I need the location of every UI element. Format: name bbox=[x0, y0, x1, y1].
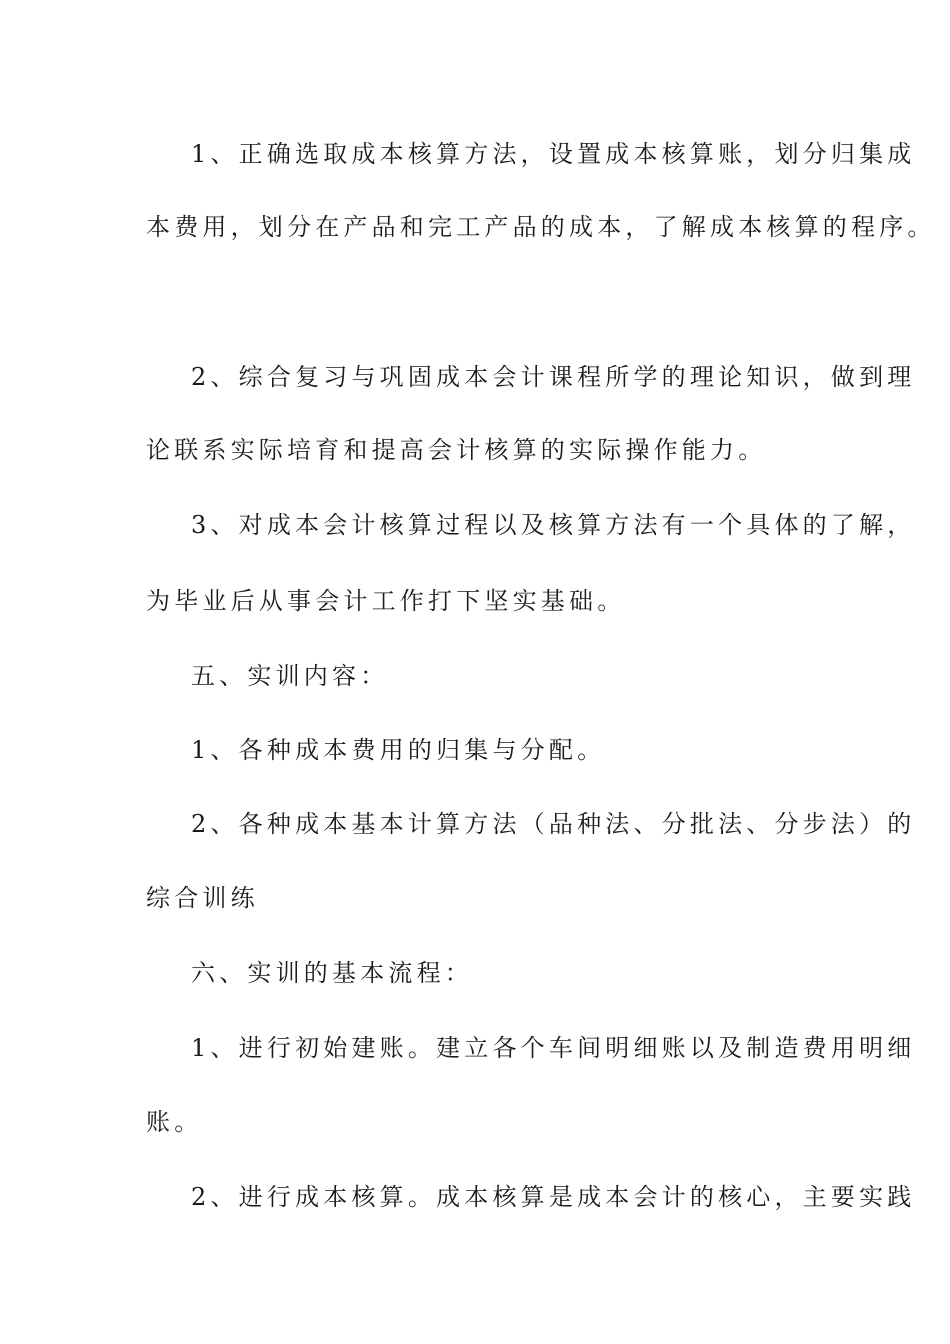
paragraph-line: 本费用，划分在产品和完工产品的成本，了解成本核算的程序。 bbox=[146, 213, 936, 241]
section-heading: 五、实训内容： bbox=[191, 662, 389, 690]
paragraph-line: 账。 bbox=[146, 1108, 203, 1136]
paragraph-line: 2、各种成本基本计算方法（品种法、分批法、分步法）的 bbox=[191, 810, 916, 838]
paragraph-line: 1、各种成本费用的归集与分配。 bbox=[191, 736, 606, 764]
paragraph-line: 1、正确选取成本核算方法，设置成本核算账，划分归集成 bbox=[191, 140, 916, 168]
paragraph-line: 3、对成本会计核算过程以及核算方法有一个具体的了解， bbox=[191, 511, 916, 539]
paragraph-line: 2、进行成本核算。成本核算是成本会计的核心，主要实践 bbox=[191, 1183, 916, 1211]
paragraph-line: 综合训练 bbox=[146, 884, 259, 912]
paragraph-line: 论联系实际培育和提高会计核算的实际操作能力。 bbox=[146, 436, 767, 464]
paragraph-line: 为毕业后从事会计工作打下坚实基础。 bbox=[146, 587, 626, 615]
section-heading: 六、实训的基本流程： bbox=[191, 959, 473, 987]
paragraph-line: 1、进行初始建账。建立各个车间明细账以及制造费用明细 bbox=[191, 1034, 916, 1062]
paragraph-line: 2、综合复习与巩固成本会计课程所学的理论知识，做到理 bbox=[191, 363, 916, 391]
